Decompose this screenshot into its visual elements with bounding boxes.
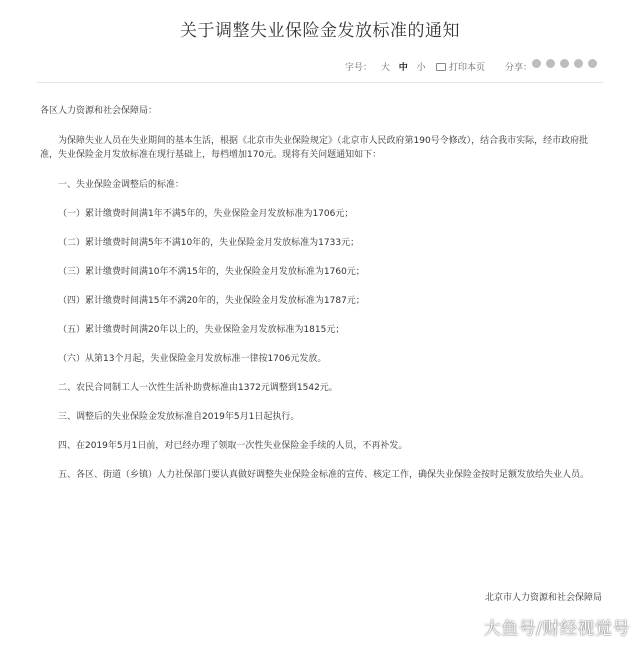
header-divider — [37, 82, 603, 83]
intro-paragraph: 为保障失业人员在失业期间的基本生活，根据《北京市失业保险规定》（北京市人民政府第190号令修改），结合我市实际，经市政府批准，失业保险金月发放标准在现行基础上，每档增加170元。现将有关问题通知如下： — [40, 136, 589, 160]
font-size-large-button[interactable]: 大 — [380, 63, 390, 73]
share-icon-4[interactable] — [574, 59, 583, 68]
issuer-signature: 北京市人力资源和社会保障局 — [484, 593, 602, 603]
printer-icon — [436, 63, 446, 71]
font-size-small-button[interactable]: 小 — [416, 63, 426, 73]
list-item: 五、各区、街道（乡镇）人力社保部门要认真做好调整失业保险金标准的宣传、核定工作，确保失业保险金按时足额发放给失业人员。 — [58, 470, 590, 480]
list-item: （五）累计缴费时间满20年以上的，失业保险金月发放标准为1815元； — [58, 325, 345, 335]
share-icon-1[interactable] — [532, 59, 541, 68]
list-item: 四、在2019年5月1日前，对已经办理了领取一次性失业保险金手续的人员，不再补发。 — [58, 441, 408, 451]
list-item: 二、农民合同制工人一次性生活补助费标准由1372元调整到1542元。 — [58, 383, 338, 393]
article-body — [40, 104, 605, 497]
list-item: （六）从第13个月起，失业保险金月发放标准一律按1706元发放。 — [58, 354, 327, 364]
font-size-label: 字号： — [345, 63, 373, 73]
print-label: 打印本页 — [449, 63, 486, 73]
list-item: （一）累计缴费时间满1年不满5年的，失业保险金月发放标准为1706元； — [58, 209, 354, 219]
list-item: （四）累计缴费时间满15年不满20年的，失业保险金月发放标准为1787元； — [58, 296, 365, 306]
salutation: 各区人力资源和社会保障局： — [40, 106, 158, 116]
article-toolbar — [0, 58, 640, 74]
font-size-medium-button[interactable]: 中 — [398, 63, 408, 73]
watermark: 大鱼号/财经视觉号 — [483, 619, 630, 639]
list-item: （二）累计缴费时间满5年不满10年的，失业保险金月发放标准为1733元； — [58, 238, 360, 248]
page-title: 关于调整失业保险金发放标准的通知 — [180, 21, 460, 41]
share-icons — [532, 59, 602, 69]
share-icon-3[interactable] — [560, 59, 569, 68]
section-heading: 一、失业保险金调整后的标准： — [58, 180, 185, 190]
share-icon-5[interactable] — [588, 59, 597, 68]
list-item: （三）累计缴费时间满10年不满15年的，失业保险金月发放标准为1760元； — [58, 267, 365, 277]
print-button[interactable] — [436, 60, 485, 73]
share-icon-2[interactable] — [546, 59, 555, 68]
font-size-control — [345, 60, 432, 73]
list-item: 三、调整后的失业保险金发放标准自2019年5月1日起执行。 — [58, 412, 300, 422]
share-label: 分享： — [505, 63, 533, 73]
